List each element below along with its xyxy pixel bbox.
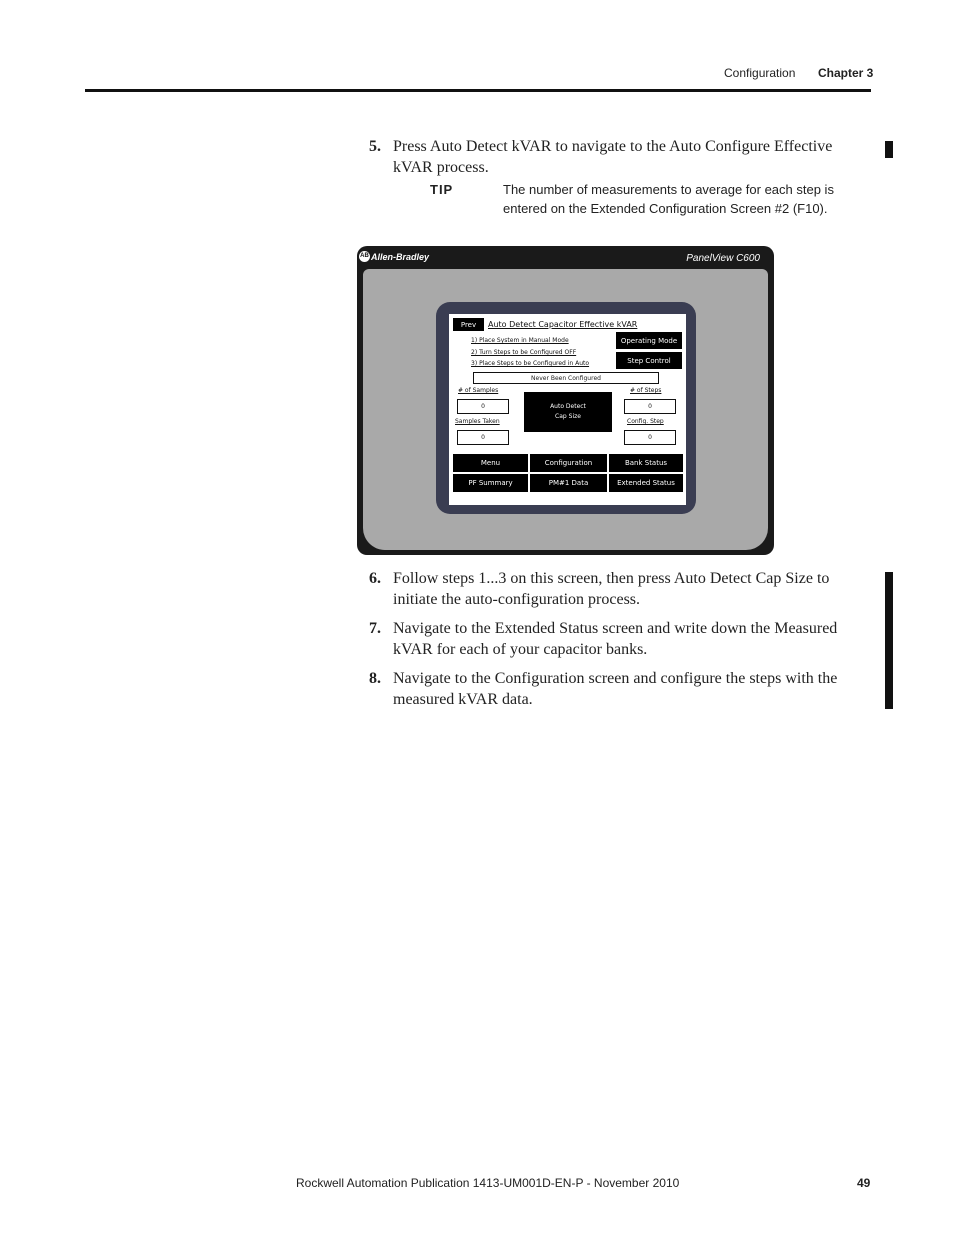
pm1-data-button[interactable]: PM#1 Data [530, 474, 607, 492]
step-8 [369, 668, 849, 712]
instruction-1: 1) Place System in Manual Mode [471, 337, 569, 344]
step-text: Navigate to the Extended Status screen and write down the Measured kVAR for each of your capacitor banks. [393, 620, 838, 658]
page-number: 49 [857, 1176, 871, 1190]
extended-status-button[interactable]: Extended Status [609, 474, 683, 492]
running-header-section: Configuration [724, 66, 796, 80]
step-5 [369, 136, 849, 180]
config-step-label: Config. Step [627, 418, 664, 425]
num-samples-label: # of Samples [458, 387, 499, 394]
step-number: 7. [369, 620, 381, 637]
step-control-button[interactable]: Step Control [616, 352, 682, 369]
screen-title: Auto Detect Capacitor Effective kVAR [488, 320, 638, 329]
screen-frame [436, 302, 696, 514]
instruction-2: 2) Turn Steps to be Configured OFF [471, 349, 577, 356]
configuration-button[interactable]: Configuration [530, 454, 607, 472]
device-brand-label: Allen-Bradley [371, 252, 430, 262]
panelview-device-figure [357, 246, 774, 555]
auto-detect-cap-size-button[interactable] [524, 392, 612, 432]
step-6 [369, 568, 849, 612]
hmi-screen [449, 314, 686, 505]
step-number: 5. [369, 138, 381, 155]
step-number: 8. [369, 670, 381, 687]
prev-button[interactable]: Prev [453, 318, 484, 331]
device-brand [360, 252, 430, 262]
step-number: 6. [369, 570, 381, 587]
step-text: Follow steps 1...3 on this screen, then press Auto Detect Cap Size to initiate the auto-configuration process. [393, 570, 830, 608]
auto-detect-line-2: Cap Size [555, 413, 581, 420]
num-steps-label: # of Steps [630, 387, 662, 394]
tip-text: The number of measurements to average for each step is entered on the Extended Configuration Screen #2 (F10). [503, 182, 834, 216]
change-bar-top [885, 141, 893, 158]
running-header-chapter: Chapter 3 [818, 66, 874, 80]
num-samples-input[interactable]: 0 [457, 399, 509, 414]
step-text: Navigate to the Configuration screen and configure the steps with the measured kVAR data. [393, 670, 838, 708]
device-model: PanelView C600 [686, 253, 760, 264]
step-7 [369, 618, 849, 662]
num-steps-input[interactable]: 0 [624, 399, 676, 414]
footer-publication: Rockwell Automation Publication 1413-UM001D-EN-P - November 2010 [296, 1176, 680, 1190]
change-bar-bottom [885, 572, 893, 709]
bank-status-button[interactable]: Bank Status [609, 454, 683, 472]
pf-summary-button[interactable]: PF Summary [453, 474, 528, 492]
samples-taken-label: Samples Taken [455, 418, 500, 425]
tip-label: TIP [430, 182, 454, 197]
samples-taken-field: 0 [457, 430, 509, 445]
device-bezel [363, 269, 768, 550]
menu-button[interactable]: Menu [453, 454, 528, 472]
auto-detect-line-1: Auto Detect [550, 403, 586, 410]
allen-bradley-logo-icon: AB [359, 251, 370, 262]
header-rule [85, 89, 871, 92]
step-text: Press Auto Detect kVAR to navigate to the Auto Configure Effective kVAR process. [393, 138, 833, 176]
operating-mode-button[interactable]: Operating Mode [616, 332, 682, 349]
config-step-field: 0 [624, 430, 676, 445]
instruction-3: 3) Place Steps to be Configured in Auto [471, 360, 590, 367]
configuration-status-field: Never Been Configured [473, 372, 659, 384]
